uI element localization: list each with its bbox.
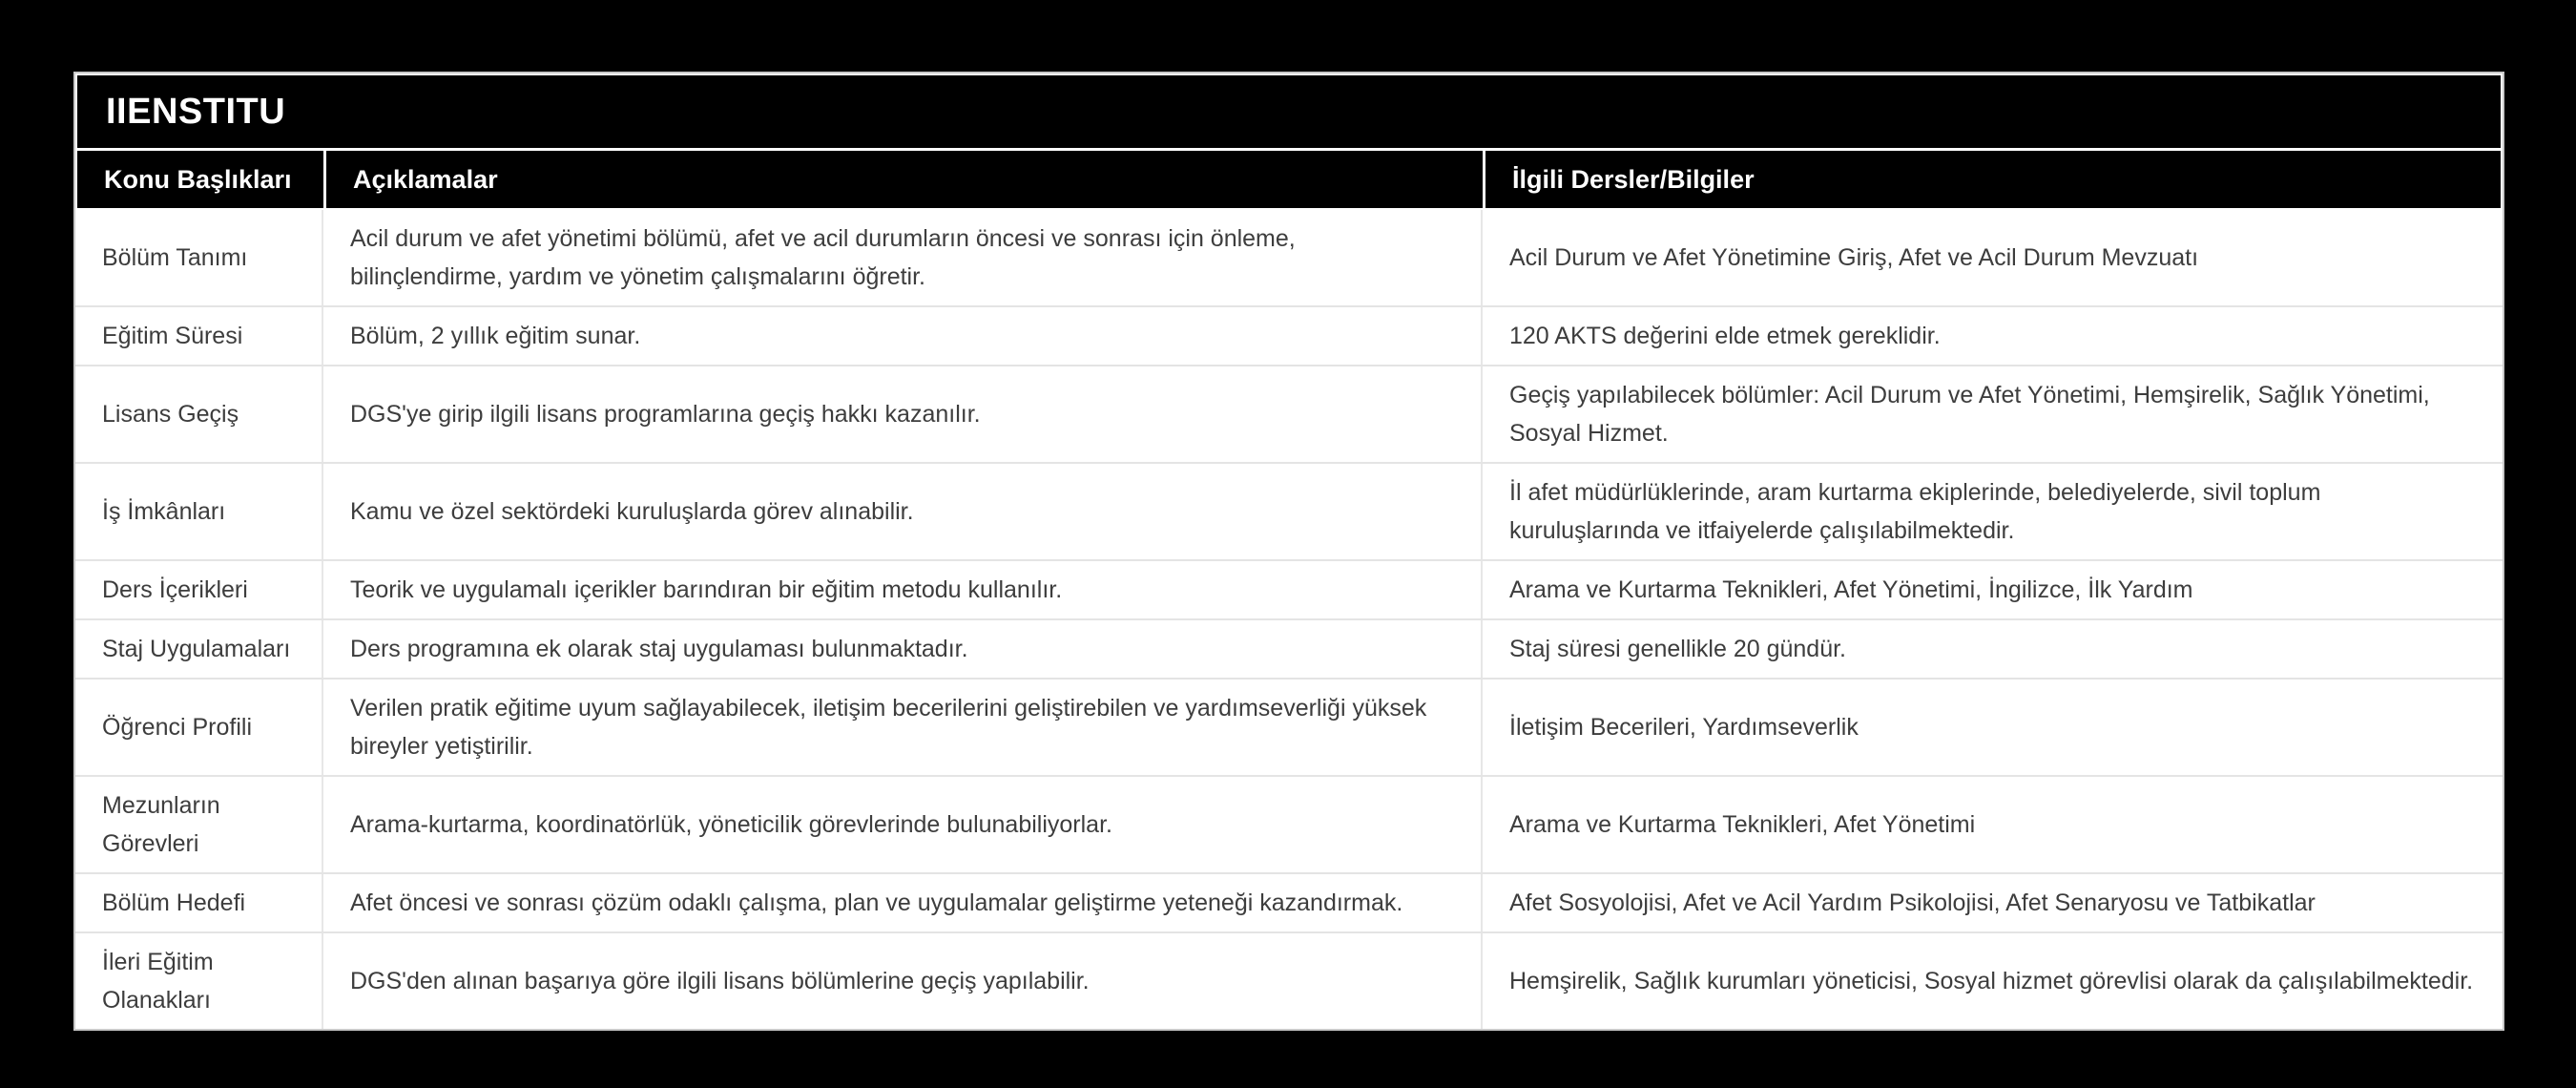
description-cell-text: Teorik ve uygulamalı içerikler barındıran bir eğitim metodu kullanılır. (350, 576, 1063, 603)
topic-cell (75, 366, 323, 462)
topic-cell-text: Ders İçerikleri (102, 576, 248, 603)
description-cell (323, 874, 1483, 931)
description-cell-text: Arama-kurtarma, koordinatörlük, yöneticilik görevlerinde bulunabiliyorlar. (350, 811, 1112, 838)
topic-cell (75, 210, 323, 305)
topic-cell-text: Bölüm Tanımı (102, 244, 248, 271)
table-row (75, 307, 2503, 366)
table-row (75, 777, 2503, 874)
related-courses-cell (1483, 210, 2503, 305)
description-cell-text: Verilen pratik eğitime uyum sağlayabilecek, iletişim becerilerini geliştirebilen ve yardımseverliği yüksek bireyler yetiştirilir. (350, 695, 1427, 760)
description-cell (323, 307, 1483, 365)
topic-cell-text: İş İmkânları (102, 498, 226, 525)
related-courses-cell (1483, 620, 2503, 678)
description-cell-text: Acil durum ve afet yönetimi bölümü, afet ve acil durumların öncesi ve sonrası için önleme, bilinçlendirme, yardım ve yönetim çalışmalarını öğretir. (350, 225, 1296, 290)
title-bar (77, 75, 2501, 148)
description-cell (323, 210, 1483, 305)
related-courses-cell (1483, 777, 2503, 872)
table-row (75, 366, 2503, 464)
content-card (73, 72, 2504, 1031)
description-cell-text: Afet öncesi ve sonrası çözüm odaklı çalışma, plan ve uygulamalar geliştirme yeteneği kazandırmak. (350, 889, 1403, 916)
related-courses-cell-text: Acil Durum ve Afet Yönetimine Giriş, Afet ve Acil Durum Mevzuatı (1509, 244, 2199, 271)
topic-cell (75, 561, 323, 618)
related-courses-cell-text: Staj süresi genellikle 20 gündür. (1509, 636, 1847, 662)
column-header-descriptions: Açıklamalar (326, 151, 1483, 208)
topic-cell (75, 307, 323, 365)
page-title: IIENSTITU (106, 91, 286, 132)
table-row (75, 874, 2503, 933)
related-courses-cell (1483, 680, 2503, 775)
description-cell (323, 366, 1483, 462)
description-cell-text: Bölüm, 2 yıllık eğitim sunar. (350, 323, 641, 349)
topic-cell (75, 933, 323, 1029)
description-cell (323, 777, 1483, 872)
related-courses-cell-text: Arama ve Kurtarma Teknikleri, Afet Yönetimi, İngilizce, İlk Yardım (1509, 576, 2193, 603)
table-body (75, 208, 2503, 1029)
topic-cell-text: Eğitim Süresi (102, 323, 243, 349)
topic-cell-text: Öğrenci Profili (102, 714, 252, 741)
related-courses-cell (1483, 464, 2503, 559)
topic-cell-text: Lisans Geçiş (102, 401, 239, 428)
column-header-topics: Konu Başlıkları (77, 151, 323, 208)
related-courses-cell-text: Arama ve Kurtarma Teknikleri, Afet Yönetimi (1509, 811, 1976, 838)
related-courses-cell-text: Geçiş yapılabilecek bölümler: Acil Durum ve Afet Yönetimi, Hemşirelik, Sağlık Yönetimi, Sosyal Hizmet. (1509, 382, 2430, 447)
description-cell-text: DGS'den alınan başarıya göre ilgili lisans bölümlerine geçiş yapılabilir. (350, 968, 1090, 994)
table-row (75, 210, 2503, 307)
related-courses-cell-text: Afet Sosyolojisi, Afet ve Acil Yardım Psikolojisi, Afet Senaryosu ve Tatbikatlar (1509, 889, 2316, 916)
related-courses-cell (1483, 874, 2503, 931)
table-row (75, 620, 2503, 680)
description-cell (323, 561, 1483, 618)
topic-cell-text: Staj Uygulamaları (102, 636, 291, 662)
table-header-row (77, 151, 2501, 208)
table-row (75, 680, 2503, 777)
description-cell (323, 680, 1483, 775)
description-cell-text: Ders programına ek olarak staj uygulaması bulunmaktadır. (350, 636, 968, 662)
topic-cell-text: İleri Eğitim Olanakları (102, 949, 214, 1014)
column-header-related-courses: İlgili Dersler/Bilgiler (1485, 151, 2501, 208)
topic-cell (75, 464, 323, 559)
related-courses-cell (1483, 366, 2503, 462)
topic-cell (75, 874, 323, 931)
related-courses-cell (1483, 307, 2503, 365)
related-courses-cell (1483, 561, 2503, 618)
description-cell (323, 620, 1483, 678)
description-cell-text: Kamu ve özel sektördeki kuruluşlarda görev alınabilir. (350, 498, 914, 525)
topic-cell (75, 777, 323, 872)
related-courses-cell-text: Hemşirelik, Sağlık kurumları yöneticisi, Sosyal hizmet görevlisi olarak da çalışılabilmektedir. (1509, 968, 2474, 994)
related-courses-cell-text: 120 AKTS değerini elde etmek gereklidir. (1509, 323, 1941, 349)
related-courses-cell-text: İl afet müdürlüklerinde, aram kurtarma ekiplerinde, belediyelerde, sivil toplum kuruluşlarında ve itfaiyelerde çalışılabilmektedir. (1509, 479, 2321, 544)
table-row (75, 464, 2503, 561)
table-row (75, 933, 2503, 1029)
description-cell (323, 464, 1483, 559)
related-courses-cell (1483, 933, 2503, 1029)
topic-cell (75, 680, 323, 775)
table-row (75, 561, 2503, 620)
topic-cell-text: Bölüm Hedefi (102, 889, 246, 916)
description-cell (323, 933, 1483, 1029)
topic-cell-text: Mezunların Görevleri (102, 792, 220, 857)
description-cell-text: DGS'ye girip ilgili lisans programlarına geçiş hakkı kazanılır. (350, 401, 981, 428)
related-courses-cell-text: İletişim Becerileri, Yardımseverlik (1509, 714, 1859, 741)
topic-cell (75, 620, 323, 678)
